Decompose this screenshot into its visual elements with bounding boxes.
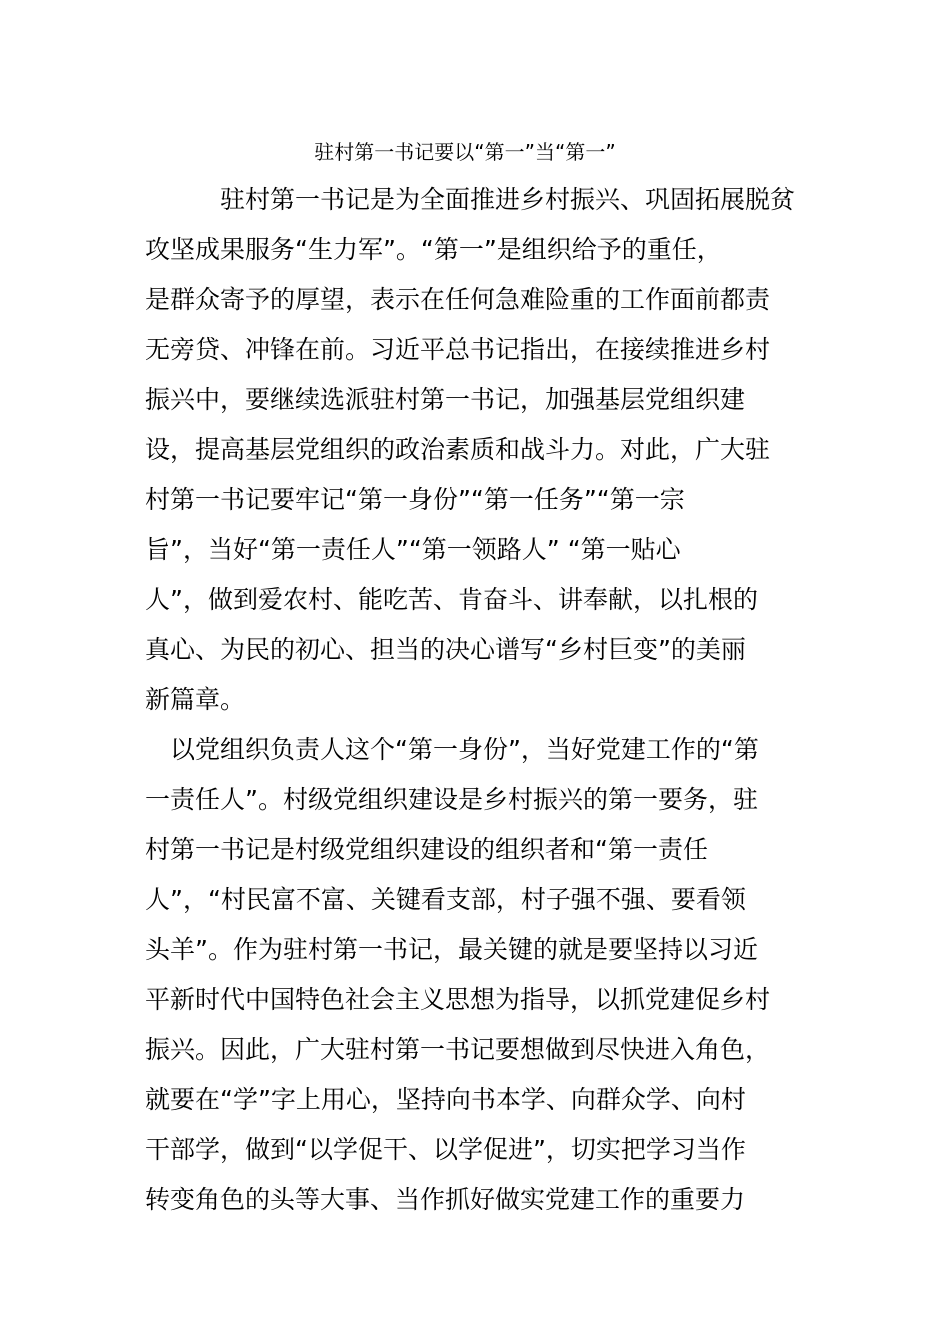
text-line: 无旁贷、冲锋在前。习近平总书记指出，在接续推进乡村 — [145, 335, 771, 364]
text-line: 干部学，做到“以学促干、以学促进”，切实把学习当作 — [145, 1135, 746, 1164]
text-line: 头羊”。作为驻村第一书记，最关键的就是要坚持以习近 — [145, 935, 758, 964]
text-line: 新篇章。 — [145, 685, 246, 714]
text-line: 人”，做到爱农村、能吃苦、肯奋斗、讲奉献，以扎根的 — [145, 585, 758, 614]
text-line: 是群众寄予的厚望，表示在任何急难险重的工作面前都责 — [145, 285, 771, 314]
document-title: 驻村第一书记要以“第一”当“第一” — [314, 140, 616, 164]
text-line: 人”，“村民富不富、关键看支部，村子强不强、要看领 — [145, 885, 746, 914]
text-line: 振兴。因此，广大驻村第一书记要想做到尽快进入角色， — [145, 1035, 771, 1064]
text-line: 驻村第一书记是为全面推进乡村振兴、巩固拓展脱贫 — [220, 185, 796, 214]
text-line: 村第一书记是村级党组织建设的组织者和“第一责任 — [145, 835, 708, 864]
text-line: 旨”，当好“第一责任人”“第一领路人” “第一贴心 — [145, 535, 681, 564]
text-line: 就要在“学”字上用心，坚持向书本学、向群众学、向村 — [145, 1085, 746, 1114]
text-line: 平新时代中国特色社会主义思想为指导，以抓党建促乡村 — [145, 985, 771, 1014]
text-line: 振兴中，要继续选派驻村第一书记，加强基层党组织建 — [145, 385, 746, 414]
text-line: 攻坚成果服务“生力军”。“第一”是组织给予的重任， — [145, 235, 722, 264]
text-line: 村第一书记要牢记“第一身份”“第一任务”“第一宗 — [145, 485, 685, 514]
text-line: 以党组织负责人这个“第一身份”，当好党建工作的“第 — [170, 735, 759, 764]
text-line: 设，提高基层党组织的政治素质和战斗力。对此，广大驻 — [145, 435, 771, 464]
text-line: 一责任人”。村级党组织建设是乡村振兴的第一要务，驻 — [145, 785, 758, 814]
text-line: 真心、为民的初心、担当的决心谱写“乡村巨变”的美丽 — [145, 635, 746, 664]
text-line: 转变角色的头等大事、当作抓好做实党建工作的重要力 — [145, 1185, 746, 1214]
